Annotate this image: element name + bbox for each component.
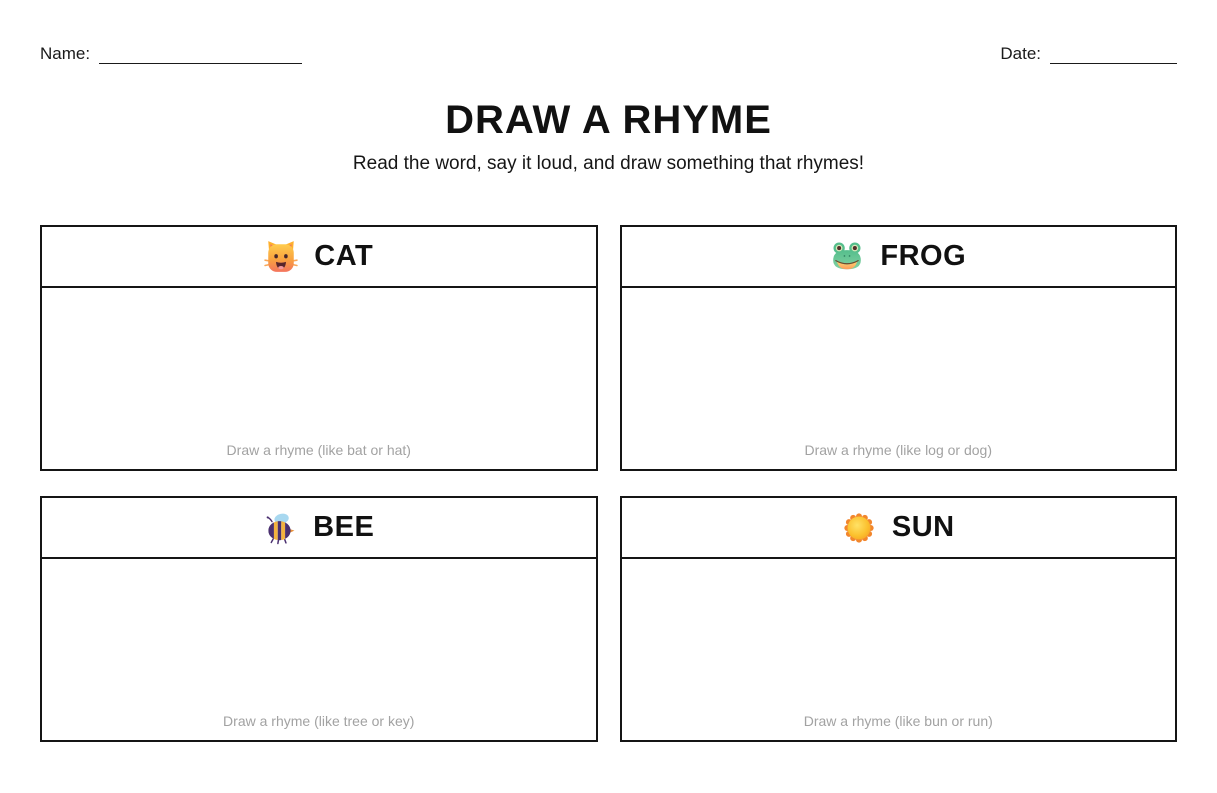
card-cat-header [42,227,596,288]
bee-emoji-icon [263,511,297,545]
card-sun [620,496,1178,742]
date-blank-line [1050,46,1177,65]
card-cat-word: CAT [314,240,374,273]
card-sun-drawing-area [622,559,1176,740]
card-bee-header [42,498,596,559]
page-title: DRAW A RHYME [445,98,772,143]
name-field [40,44,302,64]
page-subtitle: Read the word, say it loud, and draw something that rhymes! [352,153,865,175]
date-field [1000,44,1177,64]
card-cat-hint: Draw a rhyme (like bat or hat) [226,442,411,459]
card-frog-word: FROG [880,240,967,273]
card-frog-hint: Draw a rhyme (like log or dog) [804,442,992,459]
card-sun-header [622,498,1176,559]
name-blank-line [99,46,302,65]
card-sun-word: SUN [891,511,955,544]
card-bee-drawing-area [42,559,596,740]
card-sun-hint: Draw a rhyme (like bun or run) [803,713,993,730]
card-grid [40,225,1177,742]
cat-emoji-icon [264,240,298,274]
card-bee-hint: Draw a rhyme (like tree or key) [223,713,415,730]
card-cat-drawing-area [42,288,596,469]
frog-emoji-icon [830,240,864,274]
sun-emoji-icon [842,511,876,545]
card-bee-word: BEE [313,511,375,544]
card-frog-header [622,227,1176,288]
date-label: Date: [1000,44,1041,63]
meta-row [40,0,1177,64]
card-frog-drawing-area [622,288,1176,469]
name-label: Name: [40,44,91,63]
card-frog [620,225,1178,471]
card-bee [40,496,598,742]
card-cat [40,225,598,471]
